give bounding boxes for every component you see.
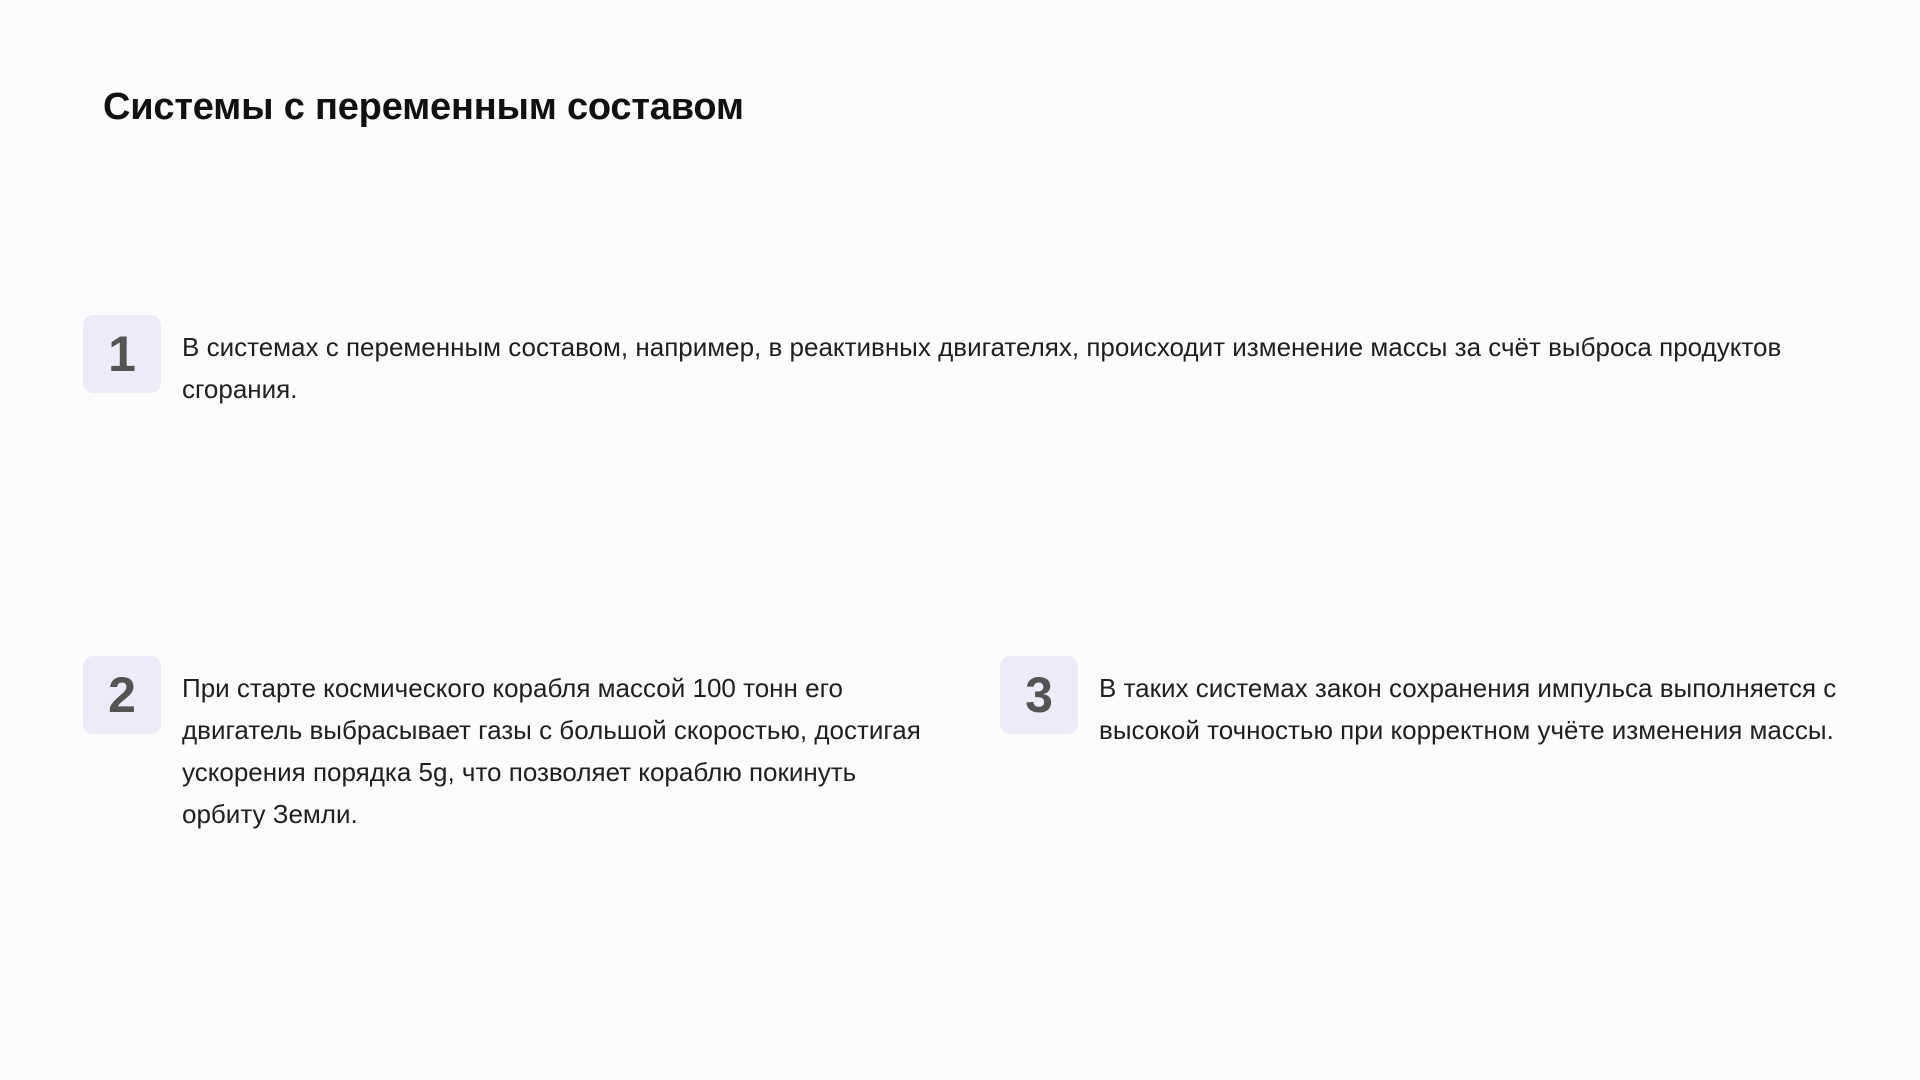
item-number-badge: 2 [83,656,161,734]
numbered-item-2 [83,656,922,835]
numbered-item-3 [1000,656,1879,751]
item-text: При старте космического корабля массой 100 тонн его двигатель выбрасывает газы с большой скоростью, достигая ускорения порядка 5g, что позволяет кораблю покинуть орбиту Земли. [182,673,921,829]
slide-title: Системы с переменным составом [103,86,744,128]
item-text: В системах с переменным составом, например, в реактивных двигателях, происходит изменение массы за счёт выброса продуктов сгорания. [182,332,1782,404]
item-text: В таких системах закон сохранения импульса выполняется с высокой точностью при корректном учёте изменения массы. [1099,673,1837,745]
item-number-badge: 1 [83,315,161,393]
numbered-item-1 [83,315,1782,410]
item-number-badge: 3 [1000,656,1078,734]
